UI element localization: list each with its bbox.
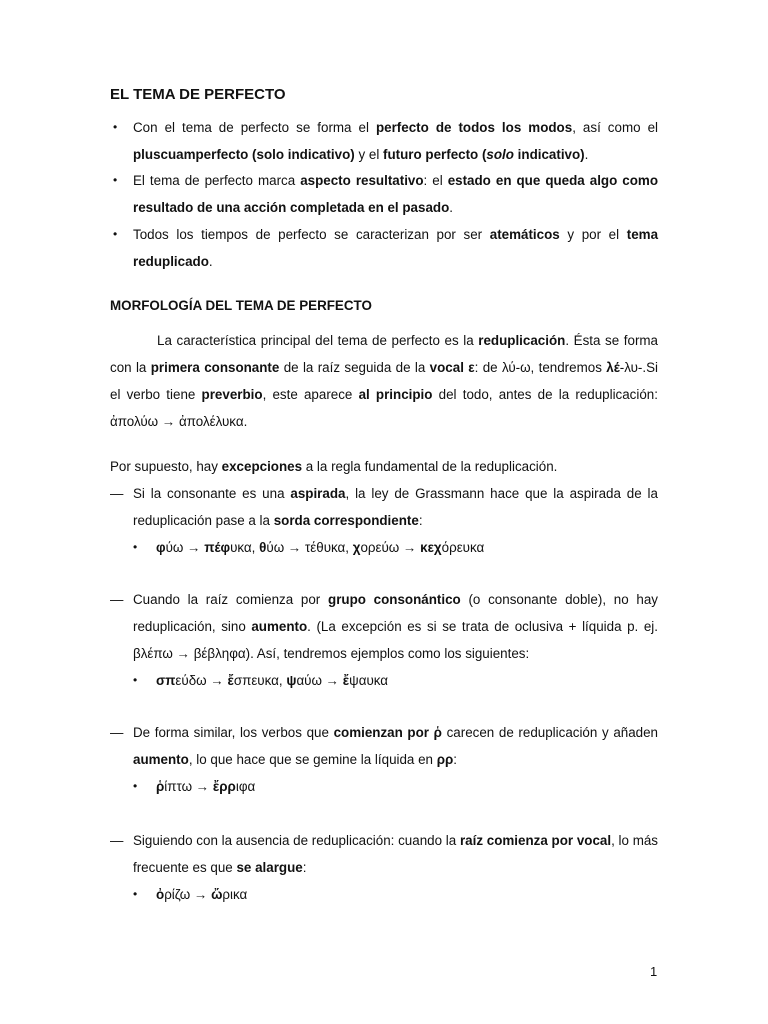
bullet-marker: • bbox=[133, 673, 138, 687]
example-item bbox=[133, 881, 653, 908]
exception-text: Si la consonante es una aspirada, la ley de Grassmann hace que la aspirada de la reduplicación pase a la sorda correspondiente: bbox=[133, 486, 658, 528]
bullet-marker: • bbox=[133, 887, 138, 901]
exception-item bbox=[110, 719, 658, 773]
example-item bbox=[133, 773, 653, 800]
dash-marker: — bbox=[110, 486, 124, 501]
example-text: σπεύδω → ἔσπευκα, ψαύω → ἔψαυκα bbox=[156, 673, 389, 688]
exception-item bbox=[110, 827, 658, 881]
intro-item bbox=[110, 114, 658, 168]
intro-item-text: Con el tema de perfecto se forma el perfecto de todos los modos, así como el pluscuamperfecto (solo indicativo) y el futuro perfecto (solo indicativo). bbox=[133, 120, 658, 162]
section-heading: MORFOLOGÍA DEL TEMA DE PERFECTO bbox=[110, 298, 372, 313]
bullet-marker: • bbox=[113, 120, 118, 134]
dash-marker: — bbox=[110, 725, 124, 740]
exception-text: Cuando la raíz comienza por grupo consonántico (o consonante doble), no hay reduplicación, sino aumento. (La excepción es si se trata de oclusiva + líquida p. ej. βλέπω → βέβληφα). Así, tendremos ejemplos como los siguientes: bbox=[133, 592, 658, 661]
intro-item-text: Todos los tiempos de perfecto se caracterizan por ser atemáticos y por el tema reduplicado. bbox=[133, 227, 659, 269]
example-item bbox=[133, 534, 653, 561]
paragraph-exceptions: Por supuesto, hay excepciones a la regla fundamental de la reduplicación. bbox=[110, 459, 558, 474]
page-title: EL TEMA DE PERFECTO bbox=[110, 86, 286, 103]
intro-item bbox=[110, 221, 658, 275]
example-text: φύω → πέφυκα, θύω → τέθυκα, χορεύω → κεχόρευκα bbox=[156, 540, 485, 555]
intro-item bbox=[110, 167, 658, 221]
exception-item bbox=[110, 586, 658, 667]
bullet-marker: • bbox=[113, 173, 118, 187]
paragraph-reduplication: La característica principal del tema de perfecto es la reduplicación. Ésta se forma con la primera consonante de la raíz seguida de la vocal ε: de λύ-ω, tendremos λέ-λυ-.Si el verbo tiene preverbio, este aparece al principio del todo, antes de la reduplicación: ἀπολύω → ἀπολέλυκα. bbox=[110, 333, 659, 429]
exception-text: De forma similar, los verbos que comienzan por ῥ carecen de reduplicación y añaden aumento, lo que hace que se gemine la líquida en ρρ: bbox=[133, 725, 659, 767]
dash-marker: — bbox=[110, 592, 124, 607]
intro-item-text: El tema de perfecto marca aspecto resultativo: el estado en que queda algo como resultado de una acción completada en el pasado. bbox=[133, 173, 659, 215]
bullet-marker: • bbox=[133, 540, 138, 554]
dash-marker: — bbox=[110, 833, 124, 848]
bullet-marker: • bbox=[113, 227, 118, 241]
example-text: ὀρίζω → ὤρικα bbox=[156, 887, 248, 902]
page-number: 1 bbox=[650, 964, 658, 979]
example-text: ῥίπτω → ἔρριφα bbox=[156, 779, 256, 794]
exception-item bbox=[110, 480, 658, 534]
bullet-marker: • bbox=[133, 779, 138, 793]
example-item bbox=[133, 667, 653, 694]
exception-text: Siguiendo con la ausencia de reduplicación: cuando la raíz comienza por vocal, lo más frecuente es que se alargue: bbox=[133, 833, 658, 875]
